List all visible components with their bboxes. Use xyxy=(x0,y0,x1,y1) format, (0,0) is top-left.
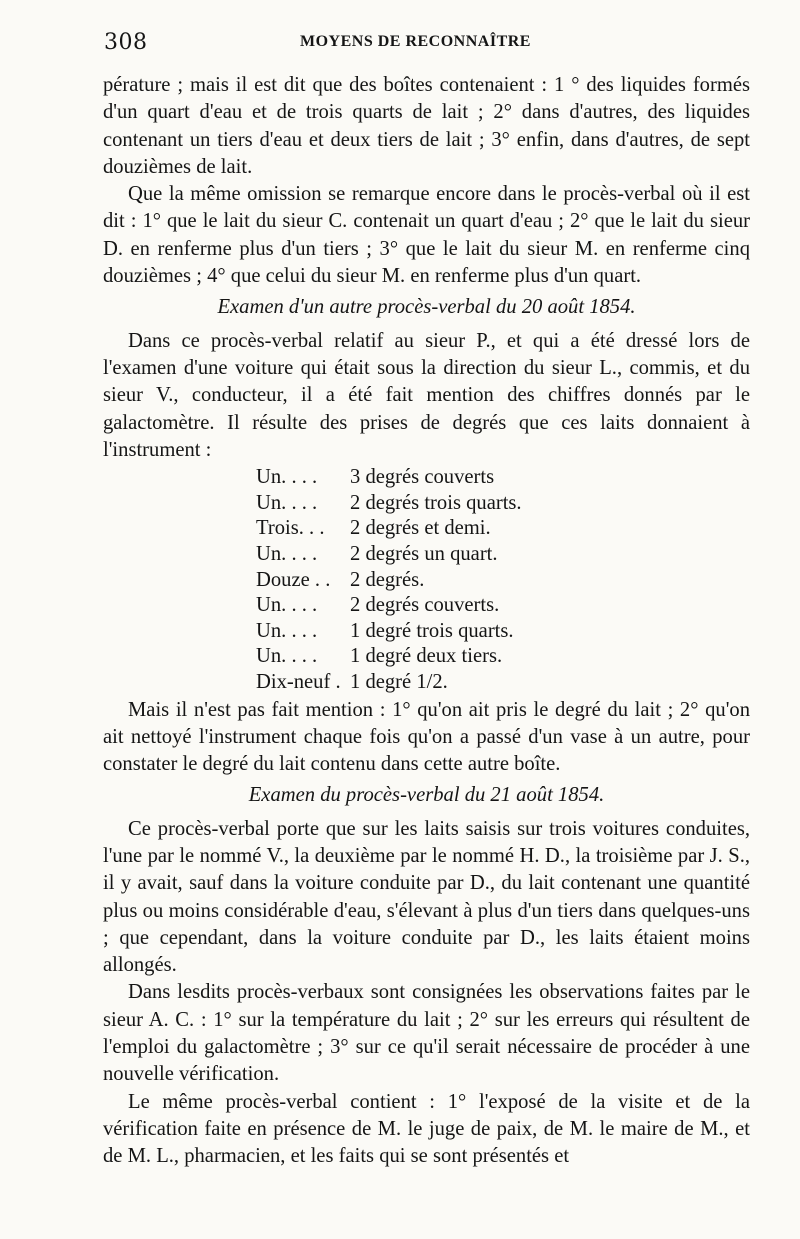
section-heading-21-aout: Examen du procès-verbal du 21 août 1854. xyxy=(248,784,605,807)
reading-count: Douze . . xyxy=(256,568,331,591)
page-header xyxy=(104,30,750,60)
reading-row xyxy=(256,619,596,645)
paragraph-trois-voitures: Ce procès-verbal porte que sur les laits saisis sur trois voitures conduites, l'une par le nommé V., la deuxième par le nommé H. D., la troisième par J. S., il y avait, sauf dans la voiture conduite par D., du lait contenant une quantité plus ou moins considérable d'eau, s'élevant à plus d'un tiers dans quelques-uns ; que cependant, dans la voiture conduite par D., les laits étaient moins allongés. xyxy=(103,817,750,977)
reading-degree: 2 degrés trois quarts. xyxy=(350,491,522,514)
reading-degree: 1 degré 1/2. xyxy=(350,670,448,693)
reading-row xyxy=(256,516,596,542)
reading-count: Un. . . . xyxy=(256,491,318,514)
running-head: MOYENS DE RECONNAÎTRE xyxy=(300,33,531,50)
reading-count: Un. . . . xyxy=(256,645,318,668)
reading-row xyxy=(256,568,596,594)
paragraph-mais-il-nest-pas: Mais il n'est pas fait mention : 1° qu'on ait pris le degré du lait ; 2° qu'on ait nettoyé l'instrument chaque fois qu'on a passé d'un vase à un autre, pour constater le degré du lait contenu dans cette autre boîte. xyxy=(103,698,750,776)
reading-degree: 1 degré trois quarts. xyxy=(350,619,514,642)
paragraph-observations: Dans lesdits procès-verbaux sont consignées les observations faites par le sieur A. C. : 1° sur la température du lait ; 2° sur les erreurs qui résultent de l'emploi du galactomètre ; 3° sur ce qu'il serait nécessaire de procéder à une nouvelle vérification. xyxy=(103,981,750,1086)
galactometer-readings-list xyxy=(256,465,596,695)
reading-degree: 3 degrés couverts xyxy=(350,466,495,489)
reading-degree: 2 degrés un quart. xyxy=(350,542,498,565)
reading-count: Un. . . . xyxy=(256,466,318,489)
reading-degree: 2 degrés couverts. xyxy=(350,594,500,617)
paragraph-continuation: pérature ; mais il est dit que des boîtes contenaient : 1 ° des liquides formés d'un quart d'eau et de trois quarts de lait ; 2° dans d'autres, des liquides contenant un tiers d'eau et deux tiers de lait ; 3° enfin, dans d'autres, de sept douzièmes de lait. xyxy=(103,74,750,178)
reading-count: Trois. . . xyxy=(256,517,325,540)
reading-row xyxy=(256,491,596,517)
paragraph-galactometre: Dans ce procès-verbal relatif au sieur P., et qui a été dressé lors de l'examen d'une voiture qui était sous la direction du sieur L., commis, et du sieur V., conducteur, il a été fait mention des chiffres donnés par le galactomètre. Il résulte des prises de degrés que ces laits donnaient à l'instrument : xyxy=(103,329,750,461)
reading-row xyxy=(256,465,596,491)
reading-count: Un. . . . xyxy=(256,619,318,642)
reading-row xyxy=(256,644,596,670)
reading-degree: 2 degrés. xyxy=(350,568,425,591)
body-text xyxy=(103,72,750,1171)
reading-degree: 1 degré deux tiers. xyxy=(350,645,503,668)
section-heading-20-aout: Examen d'un autre procès-verbal du 20 août 1854. xyxy=(217,296,636,319)
paragraph-omission: Que la même omission se remarque encore dans le procès-verbal où il est dit : 1° que le lait du sieur C. contenait un quart d'eau ; 2° que le lait du sieur D. en renferme plus d'un tiers ; 3° que le lait du sieur M. en renferme cinq douzièmes ; 4° que celui du sieur M. en renferme plus d'un quart. xyxy=(103,183,750,288)
reading-count: Dix-neuf . xyxy=(256,670,341,693)
paragraph-visite: Le même procès-verbal contient : 1° l'exposé de la visite et de la vérification faite en présence de M. le juge de paix, de M. le maire de M., et de M. L., pharmacien, et les faits qui se sont présentés et xyxy=(103,1090,750,1168)
reading-row xyxy=(256,593,596,619)
reading-row xyxy=(256,670,596,696)
page-number: 308 xyxy=(104,30,148,55)
reading-count: Un. . . . xyxy=(256,542,318,565)
reading-row xyxy=(256,542,596,568)
reading-count: Un. . . . xyxy=(256,594,318,617)
reading-degree: 2 degrés et demi. xyxy=(350,517,491,540)
